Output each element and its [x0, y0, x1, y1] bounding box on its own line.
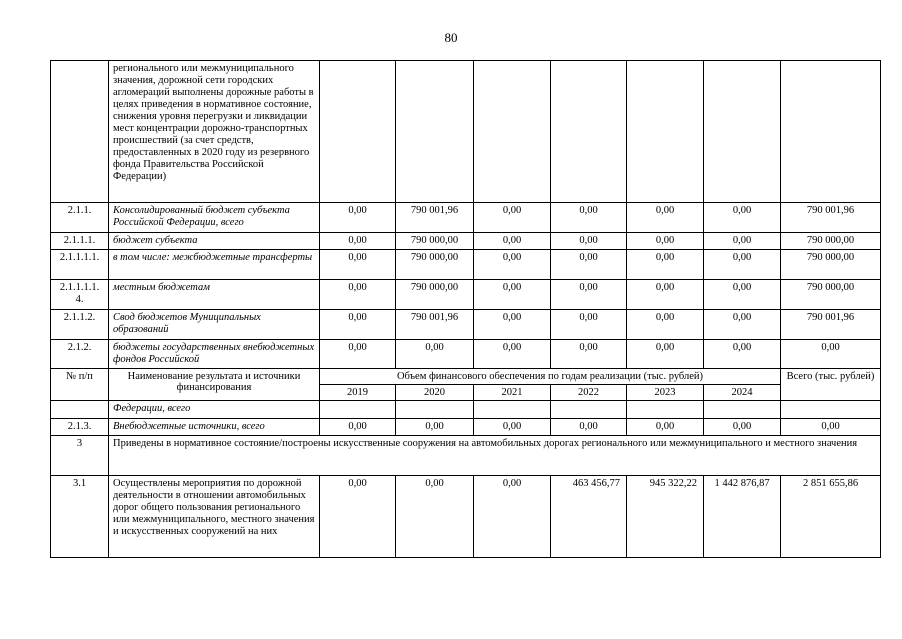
- row-name: Внебюджетные источники, всего: [109, 419, 320, 436]
- table-row: [51, 203, 881, 233]
- row-total: 0,00: [781, 340, 881, 369]
- row-number: [51, 401, 109, 419]
- row-value: [320, 61, 396, 203]
- row-value: 0,00: [551, 203, 627, 233]
- row-value: 0,00: [320, 250, 396, 280]
- row-value: [627, 401, 704, 419]
- row-value: 0,00: [474, 280, 551, 310]
- row-value: 1 442 876,87: [704, 476, 781, 558]
- row-total: 790 000,00: [781, 233, 881, 250]
- row-value: [474, 401, 551, 419]
- row-total: 790 000,00: [781, 250, 881, 280]
- row-value: 0,00: [704, 250, 781, 280]
- header-year: 2019: [320, 385, 396, 401]
- row-value: 0,00: [551, 419, 627, 436]
- row-value: [396, 61, 474, 203]
- row-value: 0,00: [320, 419, 396, 436]
- row-value: 0,00: [704, 340, 781, 369]
- header-year: 2023: [627, 385, 704, 401]
- row-value: 0,00: [474, 419, 551, 436]
- table-row: [51, 476, 881, 558]
- row-total: 790 001,96: [781, 310, 881, 340]
- row-total: [781, 61, 881, 203]
- table-row: [51, 61, 881, 203]
- section-number: 3: [51, 436, 109, 476]
- table-body-bottom: [51, 401, 881, 558]
- header-col-name: Наименование результата и источники финансирования: [109, 369, 320, 401]
- row-total: 790 000,00: [781, 280, 881, 310]
- row-value: 0,00: [704, 233, 781, 250]
- row-value: 0,00: [627, 203, 704, 233]
- row-value: 0,00: [704, 280, 781, 310]
- row-value: 0,00: [627, 419, 704, 436]
- row-number: 2.1.2.: [51, 340, 109, 369]
- row-value: [704, 401, 781, 419]
- row-number: 2.1.1.1.: [51, 233, 109, 250]
- table-header: [51, 369, 881, 401]
- row-value: 0,00: [627, 310, 704, 340]
- row-value: 0,00: [704, 203, 781, 233]
- row-value: 0,00: [627, 340, 704, 369]
- table-row: [51, 233, 881, 250]
- row-value: 0,00: [474, 203, 551, 233]
- header-year: 2024: [704, 385, 781, 401]
- row-total: 0,00: [781, 419, 881, 436]
- row-value: 0,00: [320, 203, 396, 233]
- row-number: 2.1.1.: [51, 203, 109, 233]
- row-number: 2.1.1.1.1. 4.: [51, 280, 109, 310]
- row-name: Свод бюджетов Муниципальных образований: [109, 310, 320, 340]
- row-name: Консолидированный бюджет субъекта Российской Федерации, всего: [109, 203, 320, 233]
- row-value: 0,00: [474, 476, 551, 558]
- section-title: Приведены в нормативное состояние/построены искусственные сооружения на автомобильных дорогах регионального или межмуниципального и местного значения: [109, 436, 881, 476]
- row-name: Федерации, всего: [109, 401, 320, 419]
- row-total: 2 851 655,86: [781, 476, 881, 558]
- row-number: 2.1.3.: [51, 419, 109, 436]
- row-value: 0,00: [320, 310, 396, 340]
- header-col-total: Всего (тыс. рублей): [781, 369, 881, 401]
- row-name: в том числе: межбюджетные трансферты: [109, 250, 320, 280]
- row-value: 0,00: [551, 340, 627, 369]
- row-value: [781, 401, 881, 419]
- row-name: местным бюджетам: [109, 280, 320, 310]
- row-number: [51, 61, 109, 203]
- row-value: 0,00: [320, 476, 396, 558]
- row-number: 2.1.1.2.: [51, 310, 109, 340]
- row-value: 0,00: [704, 419, 781, 436]
- page-number: 80: [444, 30, 458, 45]
- row-value: 0,00: [627, 280, 704, 310]
- row-value: 0,00: [474, 250, 551, 280]
- row-value: [551, 61, 627, 203]
- table-body-top: [51, 61, 881, 369]
- row-value: [474, 61, 551, 203]
- table-row: [51, 310, 881, 340]
- row-value: 0,00: [320, 233, 396, 250]
- row-value: 0,00: [551, 250, 627, 280]
- row-value: [320, 401, 396, 419]
- row-value: 0,00: [551, 310, 627, 340]
- row-name: Осуществлены мероприятия по дорожной деятельности в отношении автомобильных дорог общего пользования регионального или межмуниципального, местного значения и искусственных сооружений на них: [109, 476, 320, 558]
- row-name: бюджеты государственных внебюджетных фондов Российской: [109, 340, 320, 369]
- table-row: [51, 280, 881, 310]
- row-value: 463 456,77: [551, 476, 627, 558]
- table-row: [51, 250, 881, 280]
- row-value: 0,00: [396, 340, 474, 369]
- row-value: [396, 401, 474, 419]
- header-year: 2020: [396, 385, 474, 401]
- row-number: 2.1.1.1.1.: [51, 250, 109, 280]
- header-year: 2022: [551, 385, 627, 401]
- row-value: [704, 61, 781, 203]
- row-total: 790 001,96: [781, 203, 881, 233]
- row-value: 0,00: [320, 340, 396, 369]
- row-value: [627, 61, 704, 203]
- row-value: 0,00: [474, 310, 551, 340]
- budget-table: [50, 60, 881, 558]
- row-value: [551, 401, 627, 419]
- row-value: 790 000,00: [396, 250, 474, 280]
- header-col-volume: Объем финансового обеспечения по годам реализации (тыс. рублей): [320, 369, 781, 385]
- row-name: бюджет субъекта: [109, 233, 320, 250]
- row-value: 790 001,96: [396, 310, 474, 340]
- section-row: [51, 436, 881, 476]
- row-value: 0,00: [320, 280, 396, 310]
- row-value: 0,00: [396, 476, 474, 558]
- row-name: регионального или межмуниципального значения, дорожной сети городских агломераций выполнены дорожные работы в целях приведения в нормативное состояние, снижения уровня перегрузки и ликвидации мест концентрации дорожно-транспортных происшествий (за счет средств, предоставленных в 2020 году из резервного фонда Правительства Российской Федерации): [109, 61, 320, 203]
- row-value: 0,00: [627, 250, 704, 280]
- row-value: 0,00: [627, 233, 704, 250]
- header-col-num: № п/п: [51, 369, 109, 401]
- row-value: 790 000,00: [396, 233, 474, 250]
- row-value: 945 322,22: [627, 476, 704, 558]
- row-value: 0,00: [474, 340, 551, 369]
- row-number: 3.1: [51, 476, 109, 558]
- row-value: 790 000,00: [396, 280, 474, 310]
- table-row: [51, 419, 881, 436]
- row-value: 0,00: [551, 280, 627, 310]
- header-year: 2021: [474, 385, 551, 401]
- table-row: [51, 401, 881, 419]
- row-value: 0,00: [396, 419, 474, 436]
- row-value: 790 001,96: [396, 203, 474, 233]
- row-value: 0,00: [704, 310, 781, 340]
- table-row: [51, 340, 881, 369]
- row-value: 0,00: [474, 233, 551, 250]
- row-value: 0,00: [551, 233, 627, 250]
